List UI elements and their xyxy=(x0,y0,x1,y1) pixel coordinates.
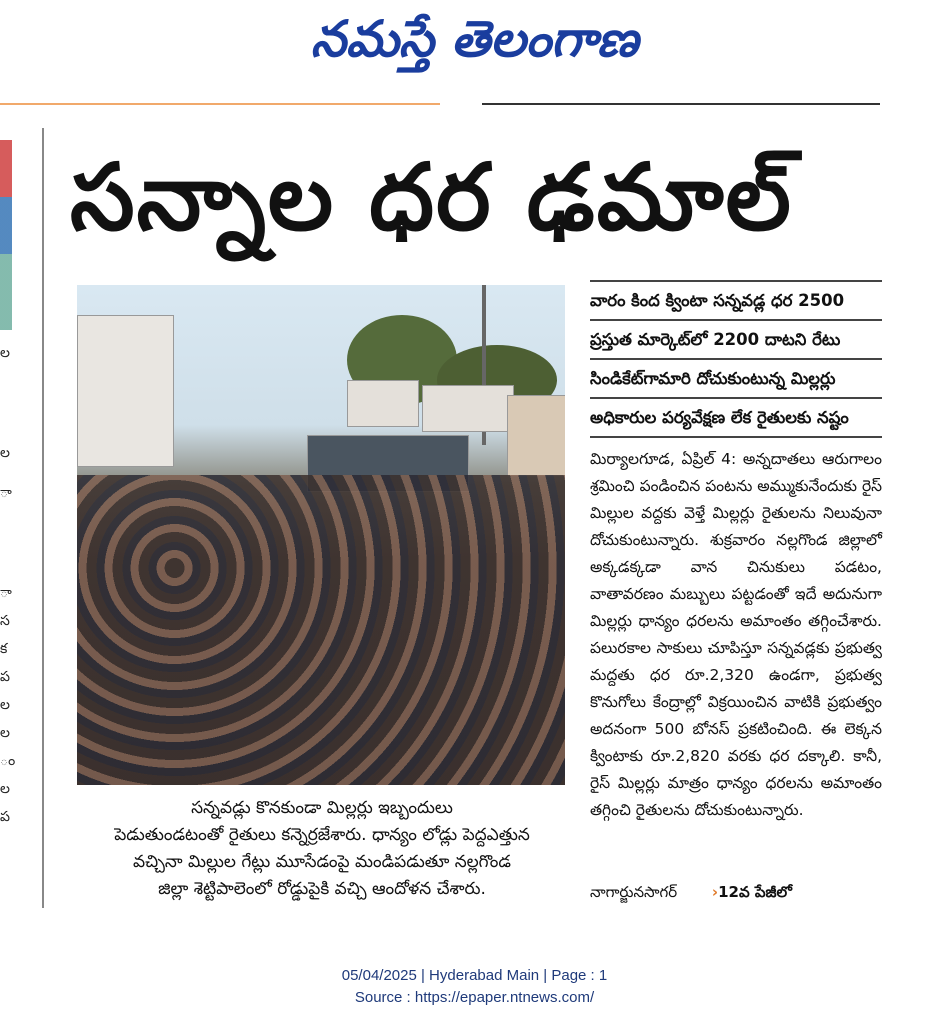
footer-source[interactable]: Source : https://epaper.ntnews.com/ xyxy=(354,989,595,1006)
dateline-place: నాగార్జునసాగర్ xyxy=(590,883,678,901)
subhead: వారం కింద క్వింటా సన్నవడ్ల ధర 2500 xyxy=(590,280,882,321)
headline: సన్నాల ధర ఢమాల్ xyxy=(70,144,793,251)
left-fragment: ం xyxy=(0,753,16,769)
left-fragment: ప xyxy=(0,809,10,825)
left-fragment: ల xyxy=(0,345,10,361)
truck-shape xyxy=(507,395,565,477)
caption-line: జిల్లా శెట్టిపాలెంలో రోడ్డుపైకి వచ్చి ఆందోళన చేశారు. xyxy=(158,879,486,899)
column-divider xyxy=(42,128,44,908)
bus-shape xyxy=(77,315,174,467)
left-fragment: ప xyxy=(0,669,10,685)
left-fragment: ల xyxy=(0,781,10,797)
footer-edition-info: 05/04/2025 | Hyderabad Main | Page : 1 xyxy=(341,967,608,984)
continued-line xyxy=(590,880,882,904)
article-body xyxy=(590,446,882,824)
footer xyxy=(0,965,949,1009)
left-fragment: స xyxy=(0,613,10,629)
left-fragment: క xyxy=(0,641,8,657)
subhead: ప్రస్తుత మార్కెట్‌లో 2200 దాటని రేటు xyxy=(590,321,882,360)
left-fragment: ల xyxy=(0,445,10,461)
masthead-rule-left xyxy=(0,103,440,105)
continued-label: 12వ పేజీలో xyxy=(718,883,792,901)
left-fragment: ా xyxy=(0,585,12,601)
photo-caption xyxy=(72,795,572,903)
article-column xyxy=(590,280,882,824)
continued-link[interactable] xyxy=(712,883,792,901)
left-fragment: ా xyxy=(0,485,12,501)
chevron-right-icon: › xyxy=(711,883,719,901)
truck-shape xyxy=(422,385,514,432)
adjacent-article-photo xyxy=(0,140,12,330)
news-photo xyxy=(77,285,565,785)
adjacent-article-text xyxy=(0,345,14,885)
caption-line: వచ్చినా మిల్లుల గేట్లు మూసేడంపై మండిపడుతూ నల్లగొండ xyxy=(132,852,512,872)
masthead-rule-right xyxy=(482,103,880,105)
caption-line: పెడుతుండటంతో రైతులు కన్నెర్రజేశారు. ధాన్యం లోడ్లు పెద్దఎత్తున xyxy=(114,825,530,845)
subhead: అధికారుల పర్యవేక్షణ లేక రైతులకు నష్టం xyxy=(590,399,882,438)
crowd-shape xyxy=(77,475,565,785)
truck-shape xyxy=(347,380,419,427)
masthead-title: నమస్తే తెలంగాణ xyxy=(310,9,639,68)
left-fragment: ల xyxy=(0,725,10,741)
caption-line: సన్నవడ్లు కొనకుండా మిల్లర్లు ఇబ్బందులు xyxy=(191,798,453,818)
left-fragment: ల xyxy=(0,697,10,713)
subhead: సిండికేట్‌గామారి దోచుకుంటున్న మిల్లర్లు xyxy=(590,360,882,399)
body-paragraph: మిర్యాలగూడ, ఏప్రిల్ 4: అన్నదాతలు ఆరుగాలం శ్రమించి పండించిన పంటను అమ్ముకునేందుకు రైస్ మిల్లుల వద్దకు వెళ్తే మిల్లర్లు రైతులను నిలువునా దోచుకుంటున్నారు. శుక్రవారం నల్లగొండ జిల్లాలో అక్కడక్కడా వాన చినుకులు పడటం, వాతావరణం మబ్బులు పట్టడంతో ఇదే అదునుగా మిల్లర్లు ధాన్యం ధరలను అమాంతం తగ్గించేశారు. పలురకాల సాకులు చూపిస్తూ సన్నవడ్లకు ప్రభుత్వ మద్దతు ధర రూ.2,320 ఉండగా, ప్రభుత్వ కొనుగోలు కేంద్రాల్లో విక్రయించిన వాటికి ప్రభుత్వం అదనంగా 500 బోనస్ ప్రకటించింది. ఈ లెక్కన క్వింటాకు రూ.2,820 వరకు ధర దక్కాలి. కానీ, రైస్ మిల్లర్లు మాత్రం ధాన్యం ధరలను అమాంతం తగ్గించి రైతులను దోచుకుంటున్నారు. xyxy=(590,450,883,819)
